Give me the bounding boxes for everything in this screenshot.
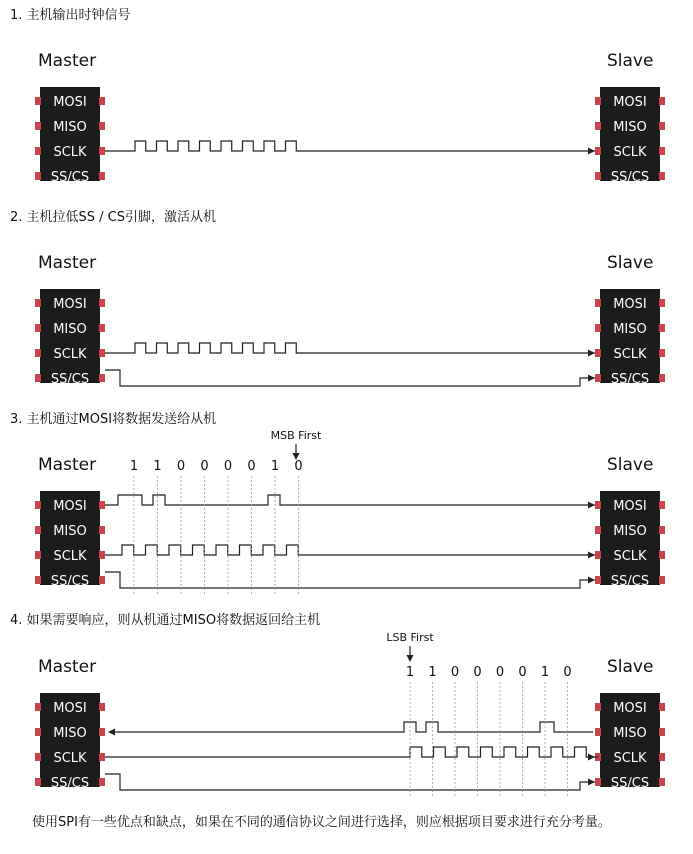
- panel3-slave-chip-pin-left-0: [595, 501, 601, 509]
- step-1-caption: 1. 主机输出时钟信号: [10, 8, 131, 23]
- panel1-master-chip-pin-right-2: [99, 147, 105, 155]
- panel3-msb-first-label: MSB First: [270, 429, 322, 442]
- panel4-ss-signal: [105, 774, 595, 790]
- panel3-master-chip-pin-right-3: [99, 576, 105, 584]
- panel4-master-chip-pin-left-2: [35, 753, 41, 761]
- panel3-bit-6: 1: [270, 459, 280, 474]
- panel3-ss-arrow: [588, 577, 595, 584]
- panel1-slave-chip-pin-label-sclk: SCLK: [613, 145, 647, 160]
- panel4-bit-3: 0: [473, 665, 482, 680]
- panel1-slave-chip-pin-right-3: [659, 172, 665, 180]
- panel1-master-label: Master: [38, 51, 97, 71]
- panel3-master-chip-pin-label-sclk: SCLK: [53, 549, 87, 564]
- panel3-master-chip-pin-label-mosi: MOSI: [53, 499, 87, 514]
- panel1-slave-label: Slave: [607, 51, 654, 71]
- panel4-miso-signal: [112, 722, 593, 732]
- panel4-slave-chip-pin-left-0: [595, 703, 601, 711]
- panel2-slave-chip-pin-right-3: [659, 374, 665, 382]
- panel4-master-chip-pin-left-1: [35, 728, 41, 736]
- panel2-master-chip-pin-left-2: [35, 349, 41, 357]
- panel3-slave-chip-pin-label-ss-cs: SS/CS: [610, 574, 650, 589]
- panel1-master-chip-pin-right-1: [99, 122, 105, 130]
- panel1-master-chip-pin-label-miso: MISO: [53, 120, 87, 135]
- panel1-master-chip-pin-left-2: [35, 147, 41, 155]
- panel1-slave-chip-pin-left-2: [595, 147, 601, 155]
- panel2-master-chip-pin-right-3: [99, 374, 105, 382]
- panel2-slave-chip-pin-label-miso: MISO: [613, 322, 647, 337]
- panel3-bit-1: 1: [153, 459, 162, 474]
- panel3-slave-chip-pin-label-sclk: SCLK: [613, 549, 647, 564]
- panel4-master-chip-pin-left-0: [35, 703, 41, 711]
- panel1-master-chip-pin-left-0: [35, 97, 41, 105]
- panel3-slave-chip-pin-right-1: [659, 526, 665, 534]
- panel4-miso-arrow: [108, 729, 115, 736]
- panel3-slave-chip-pin-right-2: [659, 551, 665, 559]
- panel2-master-chip-pin-right-0: [99, 299, 105, 307]
- panel1-master-chip-pin-label-mosi: MOSI: [53, 95, 87, 110]
- panel4-bit-2: 0: [450, 665, 460, 680]
- panel3-master-label: Master: [38, 455, 97, 475]
- panel3-master-chip-pin-right-0: [99, 501, 105, 509]
- panel3-bit-2: 0: [176, 459, 186, 474]
- panel2-slave-chip-pin-label-ss-cs: SS/CS: [610, 372, 650, 387]
- panel4-sclk-signal: [105, 747, 598, 757]
- panel4-slave-chip-pin-label-miso: MISO: [613, 726, 647, 741]
- panel3-slave-chip-pin-label-mosi: MOSI: [613, 499, 647, 514]
- step-3-caption: 3. 主机通过MOSI将数据发送给从机: [10, 412, 217, 427]
- panel1-master-chip-pin-label-ss-cs: SS/CS: [50, 170, 90, 185]
- panel2-slave-chip-pin-left-1: [595, 324, 601, 332]
- panel4-master-chip-pin-right-3: [99, 778, 105, 786]
- panel2-master-chip-pin-left-0: [35, 299, 41, 307]
- panel2-master-chip-pin-left-1: [35, 324, 41, 332]
- panel2-master-chip-pin-right-2: [99, 349, 105, 357]
- panel4-master-chip-pin-right-0: [99, 703, 105, 711]
- panel3-slave-chip-pin-left-1: [595, 526, 601, 534]
- panel3-slave-label: Slave: [607, 455, 654, 475]
- panel2-slave-label: Slave: [607, 253, 654, 273]
- panel2-ss-arrow: [588, 375, 595, 382]
- step-4-caption: 4. 如果需要响应，则从机通过MISO将数据返回给主机: [10, 613, 321, 628]
- panel4-slave-chip-pin-label-ss-cs: SS/CS: [610, 776, 650, 791]
- panel3-master-chip-pin-right-1: [99, 526, 105, 534]
- panel3-mosi-signal: [105, 495, 595, 505]
- panel4-slave-chip-pin-right-3: [659, 778, 665, 786]
- panel2-master-chip-pin-label-ss-cs: SS/CS: [50, 372, 90, 387]
- panel4-slave-chip-pin-right-1: [659, 728, 665, 736]
- panel2-slave-chip-pin-right-2: [659, 349, 665, 357]
- panel2-slave-chip-pin-right-1: [659, 324, 665, 332]
- panel1-slave-chip-pin-label-miso: MISO: [613, 120, 647, 135]
- panel1-slave-chip-pin-left-0: [595, 97, 601, 105]
- panel3-master-chip-pin-label-ss-cs: SS/CS: [50, 574, 90, 589]
- panel1-master-chip-pin-left-3: [35, 172, 41, 180]
- summary-paragraph: 使用SPI有一些优点和缺点，如果在不同的通信协议之间进行选择，则应根据项目要求进行充分考量。: [32, 815, 611, 830]
- panel4-bit-6: 1: [540, 665, 550, 680]
- panel3-slave-chip-pin-right-0: [659, 501, 665, 509]
- panel4-master-chip-pin-right-2: [99, 753, 105, 761]
- panel4-lsb-arrow: [407, 655, 414, 662]
- panel4-master-chip-pin-label-mosi: MOSI: [53, 701, 87, 716]
- panel4-slave-chip-pin-left-3: [595, 778, 601, 786]
- panel1-slave-chip-pin-right-0: [659, 97, 665, 105]
- panel2-master-chip-pin-right-1: [99, 324, 105, 332]
- panel3-bit-4: 0: [223, 459, 233, 474]
- panel2-slave-chip-pin-label-sclk: SCLK: [613, 347, 647, 362]
- panel1-sclk-signal: [105, 141, 595, 151]
- panel3-ss-signal: [105, 572, 595, 588]
- panel1-master-chip-pin-right-3: [99, 172, 105, 180]
- panel2-slave-chip-pin-left-2: [595, 349, 601, 357]
- panel4-slave-chip-pin-left-1: [595, 728, 601, 736]
- panel3-bit-7: 0: [294, 459, 303, 474]
- panel3-master-chip-pin-left-1: [35, 526, 41, 534]
- panel3-master-chip-pin-left-2: [35, 551, 41, 559]
- panel4-bit-0: 1: [405, 665, 415, 680]
- panel4-bit-4: 0: [495, 665, 505, 680]
- panel4-master-label: Master: [38, 657, 97, 677]
- panel3-bit-3: 0: [200, 459, 209, 474]
- panel2-slave-chip-pin-left-3: [595, 374, 601, 382]
- panel4-slave-chip-pin-label-sclk: SCLK: [613, 751, 647, 766]
- panel3-master-chip-pin-left-0: [35, 501, 41, 509]
- panel3-slave-chip-pin-left-3: [595, 576, 601, 584]
- panel1-slave-chip-pin-label-ss-cs: SS/CS: [610, 170, 650, 185]
- panel1-master-chip-pin-label-sclk: SCLK: [53, 145, 87, 160]
- panel2-master-chip-pin-label-mosi: MOSI: [53, 297, 87, 312]
- panel3-master-chip-pin-label-miso: MISO: [53, 524, 87, 539]
- panel4-bit-1: 1: [428, 665, 437, 680]
- panel4-bit-5: 0: [518, 665, 527, 680]
- panel3-master-chip-pin-left-3: [35, 576, 41, 584]
- panel4-ss-arrow: [588, 779, 595, 786]
- panel3-master-chip-pin-right-2: [99, 551, 105, 559]
- step-2-caption: 2. 主机拉低SS / CS引脚，激活从机: [10, 210, 217, 225]
- panel4-bit-7: 0: [563, 665, 572, 680]
- panel1-master-chip-pin-left-1: [35, 122, 41, 130]
- panel4-master-chip-pin-left-3: [35, 778, 41, 786]
- panel2-slave-chip-pin-label-mosi: MOSI: [613, 297, 647, 312]
- panel1-master-chip-pin-right-0: [99, 97, 105, 105]
- panel3-bit-0: 1: [129, 459, 139, 474]
- panel4-slave-chip-pin-label-mosi: MOSI: [613, 701, 647, 716]
- panel4-master-chip-pin-label-ss-cs: SS/CS: [50, 776, 90, 791]
- panel3-slave-chip-pin-left-2: [595, 551, 601, 559]
- panel1-slave-chip-pin-left-3: [595, 172, 601, 180]
- panel2-master-chip-pin-label-sclk: SCLK: [53, 347, 87, 362]
- panel4-master-chip-pin-label-sclk: SCLK: [53, 751, 87, 766]
- panel4-master-chip-pin-right-1: [99, 728, 105, 736]
- panel1-sclk-arrow: [588, 148, 595, 155]
- panel2-slave-chip-pin-right-0: [659, 299, 665, 307]
- panel2-sclk-arrow: [588, 350, 595, 357]
- panel2-master-chip-pin-left-3: [35, 374, 41, 382]
- panel4-master-chip-pin-label-miso: MISO: [53, 726, 87, 741]
- panel3-slave-chip-pin-right-3: [659, 576, 665, 584]
- panel3-bit-5: 0: [247, 459, 256, 474]
- panel2-sclk-signal: [105, 343, 595, 353]
- panel4-slave-chip-pin-right-0: [659, 703, 665, 711]
- panel4-slave-label: Slave: [607, 657, 654, 677]
- panel4-lsb-first-label: LSB First: [386, 631, 434, 644]
- panel2-ss-signal: [105, 370, 595, 386]
- panel1-slave-chip-pin-left-1: [595, 122, 601, 130]
- panel3-sclk-arrow: [588, 552, 595, 559]
- panel1-slave-chip-pin-label-mosi: MOSI: [613, 95, 647, 110]
- panel4-sclk-arrow: [588, 754, 595, 761]
- panel4-slave-chip-pin-right-2: [659, 753, 665, 761]
- panel3-mosi-arrow: [588, 502, 595, 509]
- panel1-slave-chip-pin-right-2: [659, 147, 665, 155]
- panel2-master-label: Master: [38, 253, 97, 273]
- panel2-slave-chip-pin-left-0: [595, 299, 601, 307]
- panel1-slave-chip-pin-right-1: [659, 122, 665, 130]
- panel2-master-chip-pin-label-miso: MISO: [53, 322, 87, 337]
- panel3-sclk-signal: [105, 545, 595, 555]
- panel3-slave-chip-pin-label-miso: MISO: [613, 524, 647, 539]
